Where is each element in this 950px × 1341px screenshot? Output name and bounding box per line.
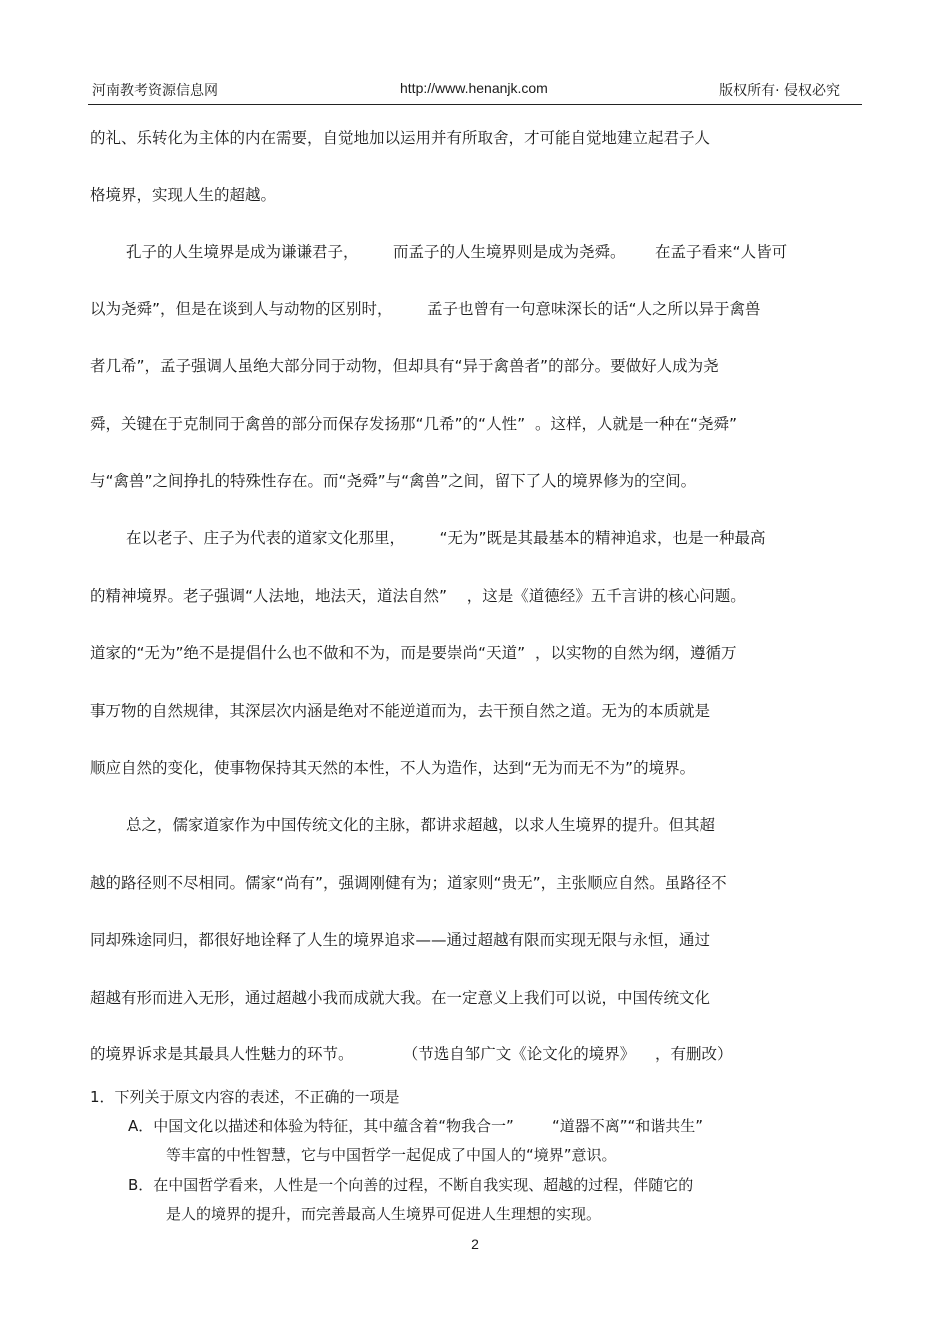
body-line: 舜，关键在于克制同于禽兽的部分而保存发扬那“几希”的“人性” 。这样，人就是一种在“尧舜”	[90, 415, 738, 433]
body-line: 总之，儒家道家作为中国传统文化的主脉，都讲求超越，以求人生境界的提升。但其超	[126, 816, 716, 834]
body-line: 在以老子、庄子为代表的道家文化那里， “无为”既是其最基本的精神追求，也是一种最高	[126, 529, 766, 547]
body-line: 越的路径则不尽相同。儒家“尚有”，强调刚健有为；道家则“贵无”，主张顺应自然。虽路径不	[90, 874, 727, 892]
question-stem: 1．下列关于原文内容的表述，不正确的一项是	[90, 1088, 400, 1106]
body-line: 孔子的人生境界是成为谦谦君子， 而孟子的人生境界则是成为尧舜。 在孟子看来“人皆可	[126, 243, 788, 261]
header-url[interactable]: http://www.henanjk.com	[400, 80, 548, 96]
option-b-continued: 是人的境界的提升，而完善最高人生境界可促进人生理想的实现。	[166, 1205, 602, 1223]
body-line: 的精神境界。老子强调“人法地，地法天，道法自然” ，这是《道德经》五千言讲的核心问题。	[90, 587, 746, 605]
body-line: 顺应自然的变化，使事物保持其天然的本性，不人为造作，达到“无为而无不为”的境界。	[90, 759, 696, 777]
body-line: 的境界诉求是其最具人性魅力的环节。 （节选自邹广文《论文化的境界》 ，有删改）	[90, 1045, 733, 1063]
option-b: B．在中国哲学看来，人性是一个向善的过程，不断自我实现、超越的过程，伴随它的	[128, 1176, 694, 1194]
body-line: 同却殊途同归，都很好地诠释了人生的境界追求——通过超越有限而实现无限与永恒，通过	[90, 931, 711, 949]
body-line: 格境界，实现人生的超越。	[90, 186, 277, 204]
body-line: 以为尧舜”，但是在谈到人与动物的区别时， 孟子也曾有一句意味深长的话“人之所以异于禽兽	[90, 300, 761, 318]
header-site-name: 河南教考资源信息网	[92, 83, 218, 99]
body-line: 超越有形而进入无形，通过超越小我而成就大我。在一定意义上我们可以说，中国传统文化	[90, 989, 711, 1007]
body-line: 事万物的自然规律，其深层次内涵是绝对不能逆道而为，去干预自然之道。无为的本质就是	[90, 702, 711, 720]
header-copyright: 版权所有· 侵权必究	[719, 83, 840, 99]
option-a-continued: 等丰富的中性智慧，它与中国哲学一起促成了中国人的“境界”意识。	[166, 1146, 617, 1164]
body-line: 的礼、乐转化为主体的内在需要，自觉地加以运用并有所取舍，才可能自觉地建立起君子人	[90, 129, 711, 147]
body-line: 道家的“无为”绝不是提倡什么也不做和不为，而是要崇尚“天道” ，以实物的自然为纲，遵循万	[90, 644, 737, 662]
page-header	[88, 78, 862, 105]
body-line: 与“禽兽”之间挣扎的特殊性存在。而“尧舜”与“禽兽”之间，留下了人的境界修为的空间。	[90, 472, 697, 490]
option-a: A．中国文化以描述和体验为特征，其中蕴含着“物我合一” “道器不离”“和谐共生”	[128, 1117, 704, 1135]
body-line: 者几希”，孟子强调人虽绝大部分同于动物，但却具有“异于禽兽者”的部分。要做好人成为尧	[90, 357, 719, 375]
page-number: 2	[471, 1236, 479, 1252]
